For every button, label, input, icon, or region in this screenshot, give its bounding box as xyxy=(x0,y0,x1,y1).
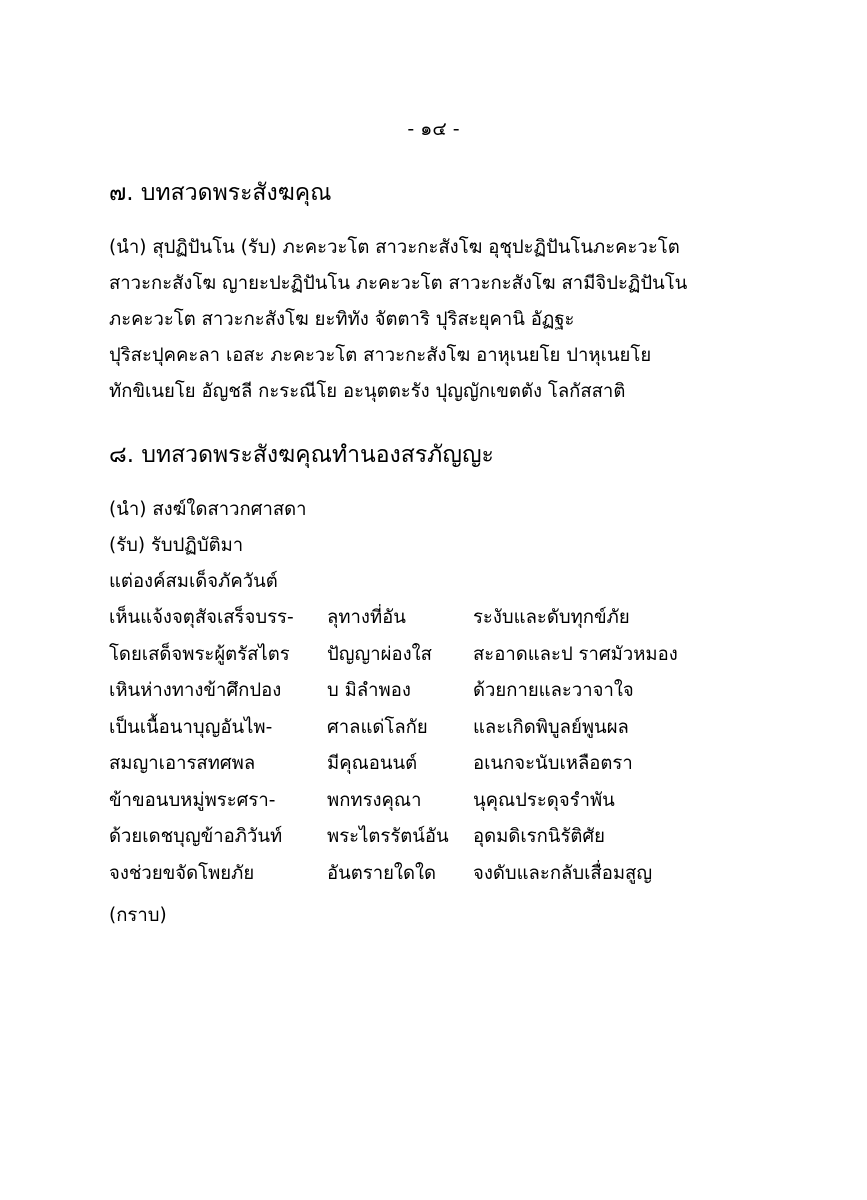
page-number: - ๑๔ - xyxy=(407,118,460,140)
chant-line: (นำ) สุปฏิปันโน (รับ) ภะคะวะโต สาวะกะสังโฆ อุชุปะฏิปันโนภะคะวะโต xyxy=(109,237,680,258)
section-8-call-response xyxy=(109,492,307,600)
verse-phrase: และเกิดพิบูลย์พูนผล xyxy=(473,716,629,738)
section-8-heading: ๘. บทสวดพระสังฆคุณทำนองสรภัญญะ xyxy=(109,442,494,468)
verse-phrase: บ มิลำพอง xyxy=(327,680,411,701)
verse-phrase: ด้วยกายและวาจาใจ xyxy=(473,680,634,701)
verse-phrase: ข้าขอนบหมู่พระศรา- xyxy=(109,789,276,811)
verse-phrase: อุดมดิเรกนิรัติศัย xyxy=(473,826,605,847)
verse-phrase: สะอาดและป ราศมัวหมอง xyxy=(473,643,678,665)
closing-instruction: (กราบ) xyxy=(109,905,167,926)
chant-line: ปุริสะปุคคะลา เอสะ ภะคะวะโต สาวะกะสังโฆ อาหุเนยโย ปาหุเนยโย xyxy=(109,345,652,366)
section-7-heading: ๗. บทสวดพระสังฆคุณ xyxy=(109,180,332,206)
chant-line: ทักขิเนยโย อัญชลี กะระณีโย อะนุตตะรัง ปุญญักเขตตัง โลกัสสาติ xyxy=(109,381,626,402)
chant-line: สาวะกะสังโฆ ญายะปะฏิปันโน ภะคะวะโต สาวะกะสังโฆ สามีจิปะฏิปันโน xyxy=(109,273,688,294)
verse-phrase: พกทรงคุณา xyxy=(327,789,422,811)
verse-phrase: มีคุณอนนต์ xyxy=(327,753,418,774)
verse-phrase: สมญาเอารสทศพล xyxy=(109,753,256,774)
call-line: (รับ) รับปฏิบัติมา xyxy=(109,535,244,556)
verse-phrase: จงดับและกลับเสื่อมสูญ xyxy=(473,862,653,884)
call-line: แต่องค์สมเด็จภัควันต์ xyxy=(109,571,278,592)
verse-phrase: ปัญญาผ่องใส xyxy=(327,643,432,665)
verse-phrase: จงช่วยขจัดโพยภัย xyxy=(109,862,255,884)
verse-phrase: ศาลแด่โลกัย xyxy=(327,716,428,738)
section-7-chant-text xyxy=(109,230,769,410)
verse-phrase: เป็นเนื้อนาบุญอันไพ- xyxy=(109,716,273,738)
verse-phrase: ลุทางที่อัน xyxy=(327,607,406,628)
verse-phrase: นุคุณประดุจรำพัน xyxy=(473,789,615,811)
verse-phrase: ด้วยเดชบุญข้าอภิวันท์ xyxy=(109,826,283,847)
chant-line: ภะคะวะโต สาวะกะสังโฆ ยะทิทัง จัตตาริ ปุริสะยุคานิ อัฏฐะ xyxy=(109,309,575,330)
verse-phrase: อันตรายใดใด xyxy=(327,862,437,884)
verse-phrase: โดยเสด็จพระผู้ตรัสไตร xyxy=(109,643,290,665)
verse-phrase: อเนกจะนับเหลือตรา xyxy=(473,753,633,774)
verse-phrase: ระงับและดับทุกข์ภัย xyxy=(473,607,630,628)
call-line: (นำ) สงฆ์ใดสาวกศาสดา xyxy=(109,499,307,520)
verse-phrase: พระไตรรัตน์อัน xyxy=(327,826,449,847)
verse-phrase: เหินห่างทางข้าศึกปอง xyxy=(109,680,282,701)
verse-phrase: เห็นแจ้งจตุสัจเสร็จบรร- xyxy=(109,607,294,628)
